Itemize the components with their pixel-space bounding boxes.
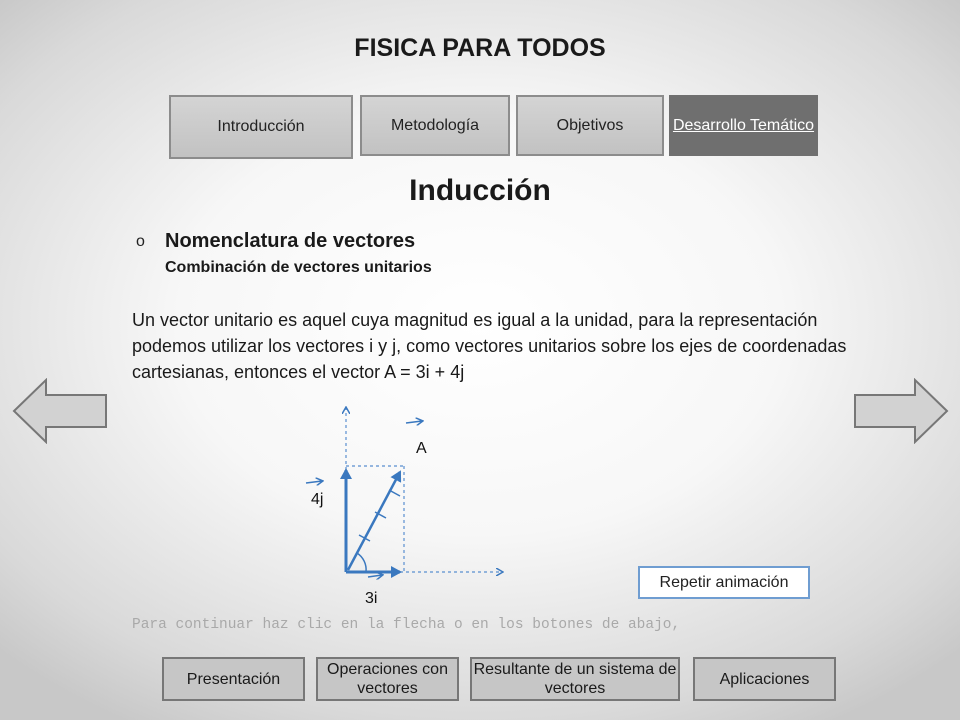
section-title: Inducción (409, 174, 551, 207)
label-4j: 4j (311, 491, 324, 508)
angle-arc (357, 553, 366, 572)
right-arrow-icon (855, 380, 947, 442)
tab-objetivos[interactable]: Objetivos (516, 95, 664, 156)
resultant-button[interactable]: Resultante de un sistema de vectores (470, 657, 680, 701)
unit-vector-j-marker (306, 481, 322, 483)
prev-arrow-button[interactable] (12, 378, 108, 444)
continue-hint: Para continuar haz clic en la flecha o en los botones de abajo, (132, 617, 681, 633)
operations-button[interactable]: Operaciones con vectores (316, 657, 459, 701)
label-3i: 3i (365, 590, 378, 607)
tab-introduccion[interactable]: Introducción (169, 95, 353, 159)
unit-vector-a-marker (406, 421, 422, 423)
next-arrow-button[interactable] (853, 378, 949, 444)
vector-a (348, 472, 400, 570)
explanation-paragraph: Un vector unitario es aquel cuya magnitud es igual a la unidad, para la representación podemos utilizar los vectores i y j, como vectores unitarios sobre los ejes de coordenadas cartesianas, entonces el vector A = 3i + 4j (132, 310, 847, 382)
tab-metodologia[interactable]: Metodología (360, 95, 510, 156)
applications-button[interactable]: Aplicaciones (693, 657, 836, 701)
repeat-animation-button[interactable]: Repetir animación (638, 566, 810, 599)
vector-diagram (290, 400, 520, 610)
label-vector-a: A (416, 440, 427, 457)
topic-subheading: Combinación de vectores unitarios (165, 259, 432, 276)
bullet-marker: o (136, 233, 145, 250)
topic-heading: Nomenclatura de vectores (165, 230, 416, 252)
left-arrow-icon (14, 380, 106, 442)
tab-desarrollo-tematico[interactable]: Desarrollo Temático (669, 95, 818, 156)
app-title: FISICA PARA TODOS (354, 34, 606, 62)
presentation-button[interactable]: Presentación (162, 657, 305, 701)
unit-vector-i-marker (368, 575, 382, 577)
